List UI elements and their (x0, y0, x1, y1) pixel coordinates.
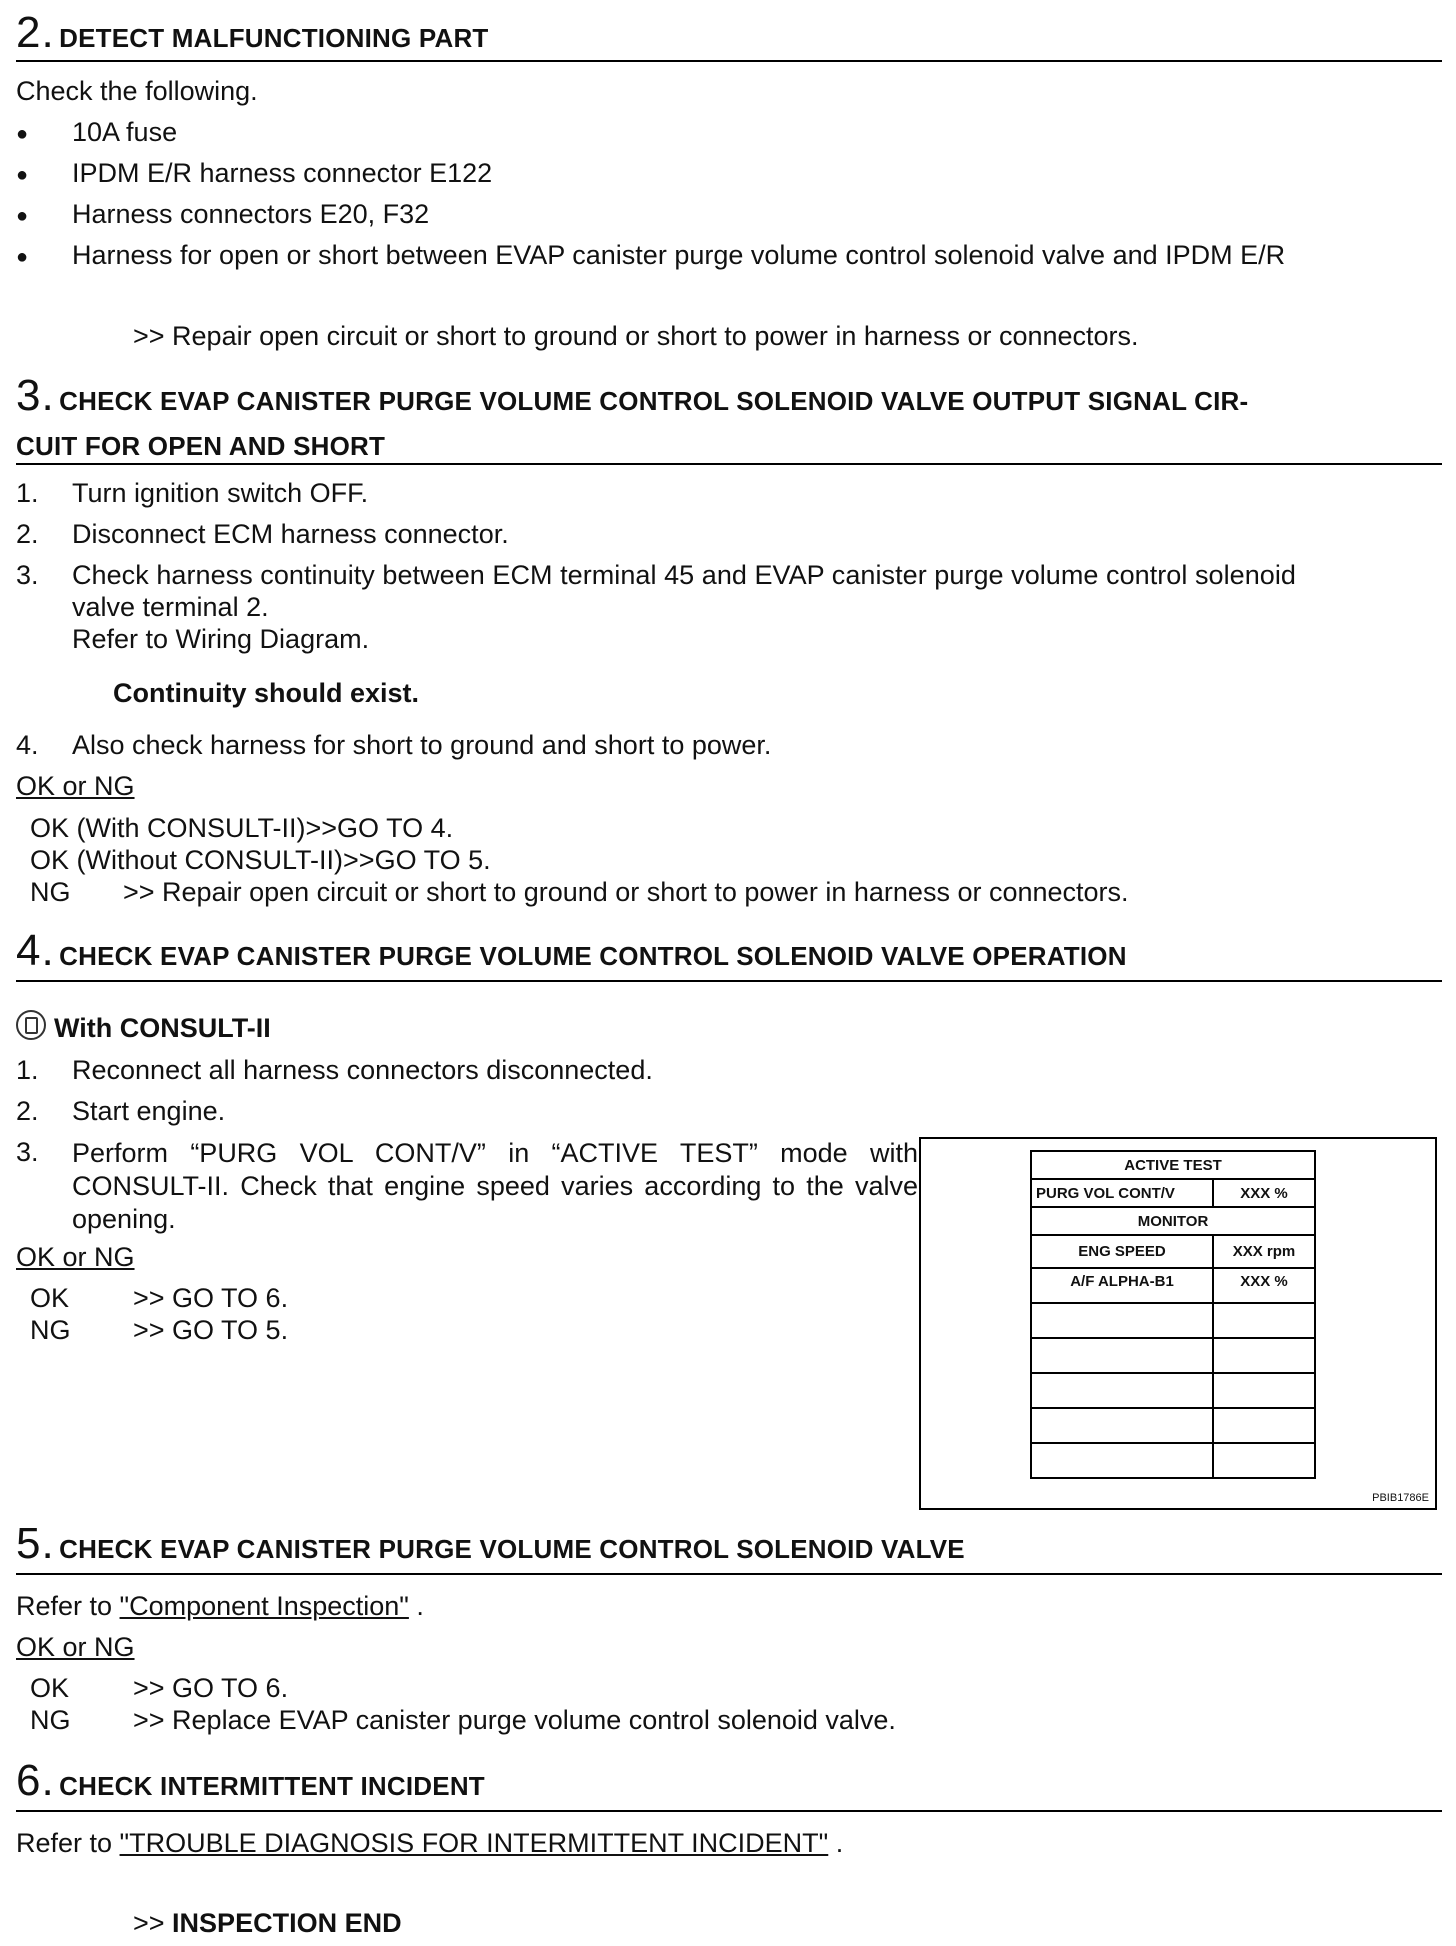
consult-screen-table (1030, 1150, 1316, 1479)
table-cell-label: PURG VOL CONT/V (1031, 1179, 1213, 1207)
table-subheader: MONITOR (1031, 1207, 1315, 1235)
spec-continuity: Continuity should exist. (113, 678, 420, 708)
step-3-title: CHECK EVAP CANISTER PURGE VOLUME CONTROL SOLENOID VALVE OUTPUT SIGNAL CIR- (59, 386, 1249, 416)
procedure-step: Perform “PURG VOL CONT/V” in “ACTIVE TEST” mode with CONSULT-II. Check that engine speed varies according to the valve opening. (72, 1138, 918, 1234)
step-number: 3. (16, 1137, 39, 1167)
step-3-title-cont: CUIT FOR OPEN AND SHORT (16, 431, 386, 461)
ok-or-ng-label: OK or NG (16, 771, 135, 801)
result-value: >> GO TO 6. (133, 1283, 289, 1313)
table-cell-empty (1213, 1443, 1315, 1478)
step-2-result: >> Repair open circuit or short to ground or short to power in harness or connectors. (133, 321, 1139, 351)
end-text: INSPECTION END (172, 1908, 402, 1938)
result-key: NG (30, 1705, 71, 1735)
refer-suffix: . (828, 1828, 844, 1858)
consult-text: With CONSULT-II (54, 1013, 271, 1043)
procedure-step: Disconnect ECM harness connector. (72, 519, 509, 549)
bullet-icon: ● (16, 205, 29, 227)
table-cell-empty (1031, 1373, 1213, 1408)
table-cell-empty (1031, 1408, 1213, 1443)
procedure-step: Turn ignition switch OFF. (72, 478, 369, 508)
divider (16, 980, 1442, 982)
table-cell-empty (1031, 1303, 1213, 1338)
divider (16, 60, 1442, 62)
bullet-icon: ● (16, 123, 29, 145)
active-test-figure (919, 1137, 1437, 1510)
ok-or-ng-label: OK or NG (16, 1242, 135, 1272)
step-5-number: 5. (16, 1519, 55, 1568)
result-value: >> Replace EVAP canister purge volume control solenoid valve. (133, 1705, 896, 1735)
result-line: NG >> Repair open circuit or short to ground or short to power in harness or connectors. (30, 877, 1129, 907)
ok-or-ng-label: OK or NG (16, 1632, 135, 1662)
check-item: Harness for open or short between EVAP canister purge volume control solenoid valve and IPDM E/R (72, 240, 1286, 270)
step-2-intro: Check the following. (16, 76, 258, 106)
step-4-title: CHECK EVAP CANISTER PURGE VOLUME CONTROL SOLENOID VALVE OPERATION (59, 941, 1127, 971)
table-cell-empty (1213, 1373, 1315, 1408)
consult-tester-icon (16, 1010, 46, 1040)
procedure-step-cont: Refer to Wiring Diagram. (72, 624, 370, 654)
step-6-title: CHECK INTERMITTENT INCIDENT (59, 1771, 485, 1801)
step-6-number: 6. (16, 1756, 55, 1805)
table-cell-label: A/F ALPHA-B1 (1031, 1268, 1213, 1303)
result-key: NG (30, 1315, 71, 1345)
step-5-title: CHECK EVAP CANISTER PURGE VOLUME CONTROL SOLENOID VALVE (59, 1534, 965, 1564)
result-value: >> GO TO 6. (133, 1673, 289, 1703)
step-5-heading (16, 1519, 1442, 1569)
table-cell-empty (1213, 1408, 1315, 1443)
procedure-step-cont: valve terminal 2. (72, 592, 269, 622)
check-item: Harness connectors E20, F32 (72, 199, 430, 229)
component-inspection-link[interactable]: "Component Inspection" (119, 1591, 409, 1621)
table-cell-value: XXX % (1213, 1268, 1315, 1303)
procedure-step: Also check harness for short to ground and short to power. (72, 730, 772, 760)
intermittent-incident-link[interactable]: "TROUBLE DIAGNOSIS FOR INTERMITTENT INCIDENT" (119, 1828, 829, 1858)
inspection-end (133, 1908, 402, 1939)
step-number: 4. (16, 730, 39, 760)
step-number: 3. (16, 560, 39, 590)
step-2-number: 2. (16, 8, 55, 57)
refer-prefix: Refer to (16, 1828, 120, 1858)
table-cell-empty (1213, 1338, 1315, 1373)
table-cell-empty (1213, 1303, 1315, 1338)
step-4-number: 4. (16, 926, 55, 975)
step-3-number: 3. (16, 371, 55, 420)
divider (16, 1810, 1442, 1812)
result-key: OK (30, 1283, 70, 1313)
table-cell-empty (1031, 1338, 1213, 1373)
result-key: OK (30, 1673, 70, 1703)
divider (16, 1573, 1442, 1575)
procedure-step: Check harness continuity between ECM terminal 45 and EVAP canister purge volume control solenoid (72, 560, 1296, 590)
step-3-heading (16, 371, 1442, 471)
result-line: OK (With CONSULT-II)>>GO TO 4. (30, 813, 454, 843)
procedure-step: Start engine. (72, 1096, 226, 1126)
table-cell-label: ENG SPEED (1031, 1235, 1213, 1268)
figure-id: PBIB1786E (1372, 1492, 1429, 1504)
result-line: OK (Without CONSULT-II)>>GO TO 5. (30, 845, 491, 875)
check-item: IPDM E/R harness connector E122 (72, 158, 493, 188)
table-cell-value: XXX % (1213, 1179, 1315, 1207)
table-cell-empty (1031, 1443, 1213, 1478)
step-number: 1. (16, 1055, 39, 1085)
check-item: 10A fuse (72, 117, 178, 147)
result-value: >> GO TO 5. (133, 1315, 289, 1345)
refer-line (16, 1591, 424, 1622)
refer-prefix: Refer to (16, 1591, 120, 1621)
consult-label (16, 1010, 271, 1044)
divider (16, 463, 1442, 465)
step-4-heading (16, 926, 1442, 976)
step-number: 1. (16, 478, 39, 508)
table-cell-value: XXX rpm (1213, 1235, 1315, 1268)
step-2-heading (16, 8, 1442, 58)
step-number: 2. (16, 1096, 39, 1126)
end-prefix: >> (133, 1908, 173, 1938)
step-number: 2. (16, 519, 39, 549)
procedure-step: Reconnect all harness connectors disconnected. (72, 1055, 653, 1085)
step-2-title: DETECT MALFUNCTIONING PART (59, 23, 489, 53)
refer-line (16, 1828, 843, 1859)
refer-suffix: . (408, 1591, 424, 1621)
table-header: ACTIVE TEST (1031, 1151, 1315, 1179)
bullet-icon: ● (16, 246, 29, 268)
step-6-heading (16, 1756, 1442, 1806)
bullet-icon: ● (16, 164, 29, 186)
